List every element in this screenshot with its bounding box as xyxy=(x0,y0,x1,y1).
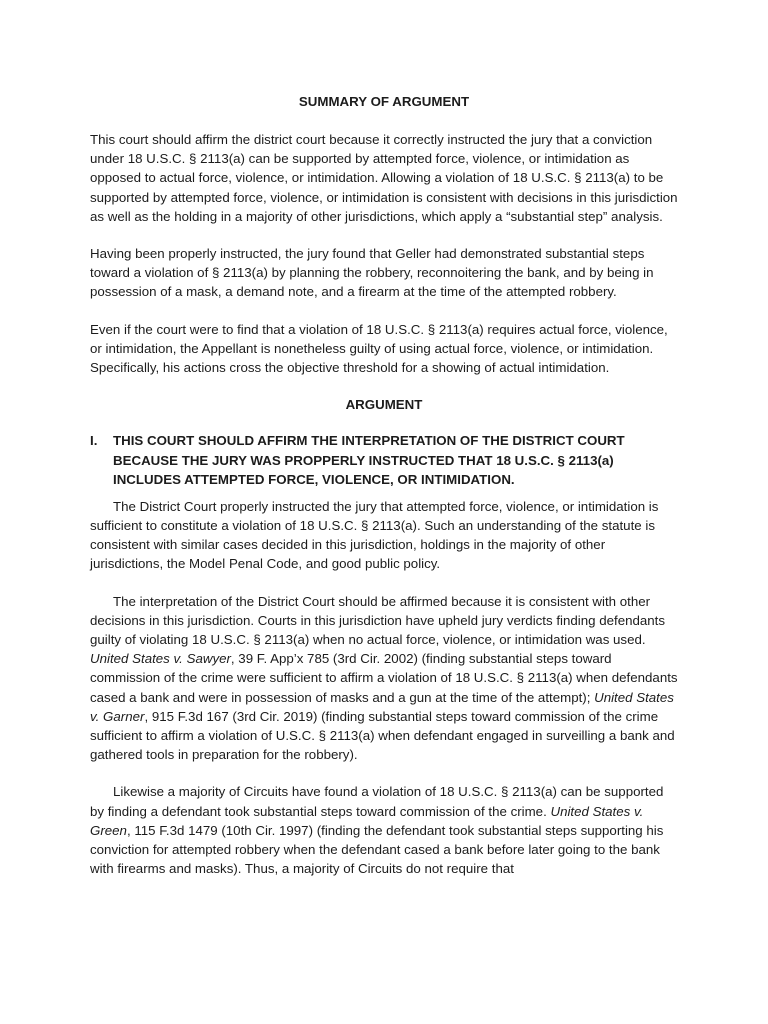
section-heading-one xyxy=(90,431,678,490)
summary-heading: SUMMARY OF ARGUMENT xyxy=(298,94,470,109)
paragraph-text: The interpretation of the District Court should be affirmed because it is consistent with other decisions in this jurisdiction. Courts in this jurisdiction have upheld jury verdicts finding defendants guilty of violating 18 U.S.C. § 2113(a) when no actual force, violence, or intimidation was used. xyxy=(90,593,666,647)
section-number: I. xyxy=(90,433,98,449)
summary-paragraph-3: Even if the court were to find that a violation of 18 U.S.C. § 2113(a) requires actual force, violence, or intimidation, the Appellant is nonetheless guilty of using actual force, violence, or intimidation. Specifically, his actions cross the objective threshold for a showing of actual intimidation. xyxy=(90,321,668,376)
argument-paragraph-1: The District Court properly instructed the jury that attempted force, violence, or intimidation is sufficient to constitute a violation of 18 U.S.C. § 2113(a). Such an understanding of the statute is consistent with similar cases decided in this jurisdiction, holdings in the majority of other jurisdictions, the Model Penal Code, and good public policy. xyxy=(90,498,659,572)
summary-paragraph-2: Having been properly instructed, the jury found that Geller had demonstrated substantial steps toward a violation of § 2113(a) by planning the robbery, reconnoitering the bank, and by being in possession of a mask, a demand note, and a firearm at the time of the attempted robbery. xyxy=(90,246,654,300)
case-citation: United States v. Green xyxy=(90,803,644,838)
paragraph-text: , 915 F.3d 167 (3rd Cir. 2019) (finding substantial steps toward commission of the crime sufficient to affirm a violation of U.S.C. § 2113(a) when defendant engaged in surveilling a bank and gathered tools in preparation for the robbery). xyxy=(90,708,675,763)
paragraph-text: Likewise a majority of Circuits have found a violation of 18 U.S.C. § 2113(a) can be supported by finding a defendant took substantial steps toward commission of the crime. xyxy=(90,784,664,819)
argument-paragraph-3 xyxy=(90,782,678,878)
case-citation: United States v. Sawyer xyxy=(90,651,231,667)
summary-paragraph-1: This court should affirm the district court because it correctly instructed the jury that a conviction under 18 U.S.C. § 2113(a) can be supported by attempted force, violence, or intimidation as opposed to actual force, violence, or intimidation. Allowing a violation of 18 U.S.C. § 2113(a) to be supported by attempted force, violence, or intimidation is consistent with decisions in this jurisdiction as well as the holding in a majority of other jurisdictions, which apply a “substantial step” analysis. xyxy=(90,132,678,224)
argument-heading: ARGUMENT xyxy=(345,397,423,413)
argument-paragraph-2 xyxy=(90,592,678,765)
section-title: THIS COURT SHOULD AFFIRM THE INTERPRETATION OF THE DISTRICT COURT BECAUSE THE JURY WAS PROPPERLY INSTRUCTED THAT 18 U.S.C. § 2113(a) INCLUDES ATTEMPTED FORCE, VIOLENCE, OR INTIMIDATION. xyxy=(113,433,625,488)
case-citation: United States v. Garner xyxy=(90,689,674,724)
paragraph-text: , 39 F. App’x 785 (3rd Cir. 2002) (finding substantial steps toward commission of the crime were sufficient to affirm a violation of 18 U.S.C. § 2113(a) when defendants cased a bank and were in possession of masks and a gun at the time of the attempt); xyxy=(90,651,678,705)
paragraph-text: , 115 F.3d 1479 (10th Cir. 1997) (finding the defendant took substantial steps supporting his conviction for attempted robbery when the defendant cased a bank before later going to the bank with firearms and masks). Thus, a majority of Circuits do not require that xyxy=(90,822,664,877)
